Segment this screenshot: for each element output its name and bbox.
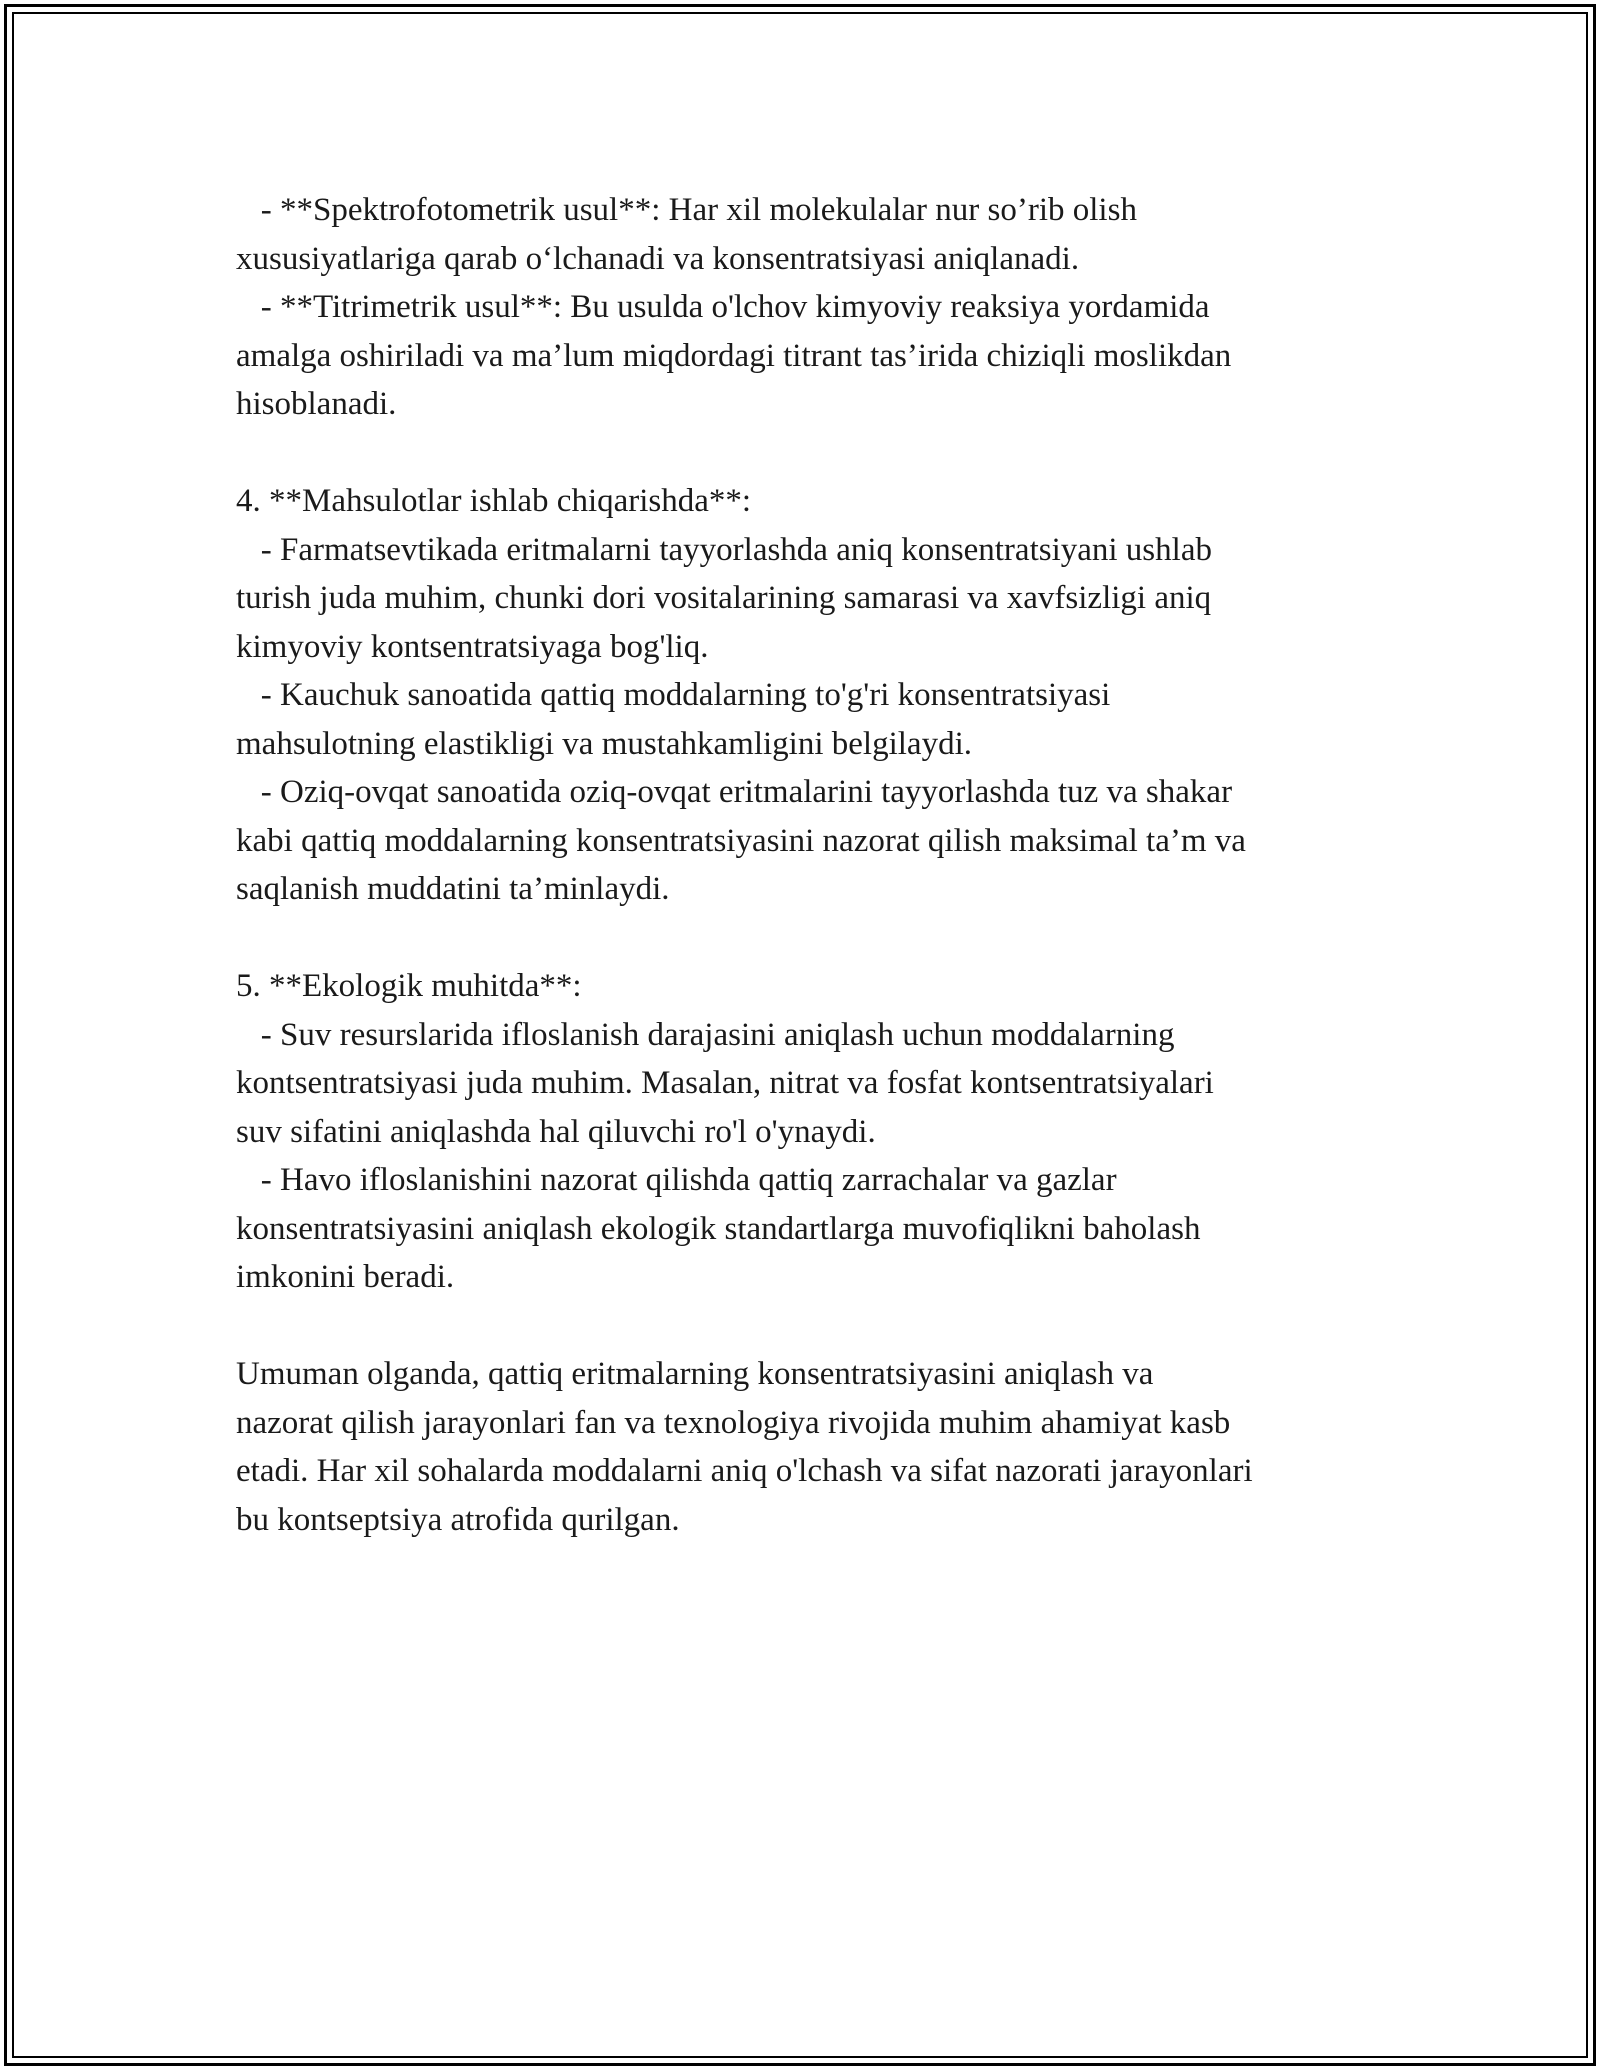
text-line: Umuman olganda, qattiq eritmalarning konsentratsiyasini aniqlash va — [236, 1356, 1154, 1392]
text-line: hisoblanadi. — [236, 386, 397, 422]
paragraph-conclusion — [236, 1350, 1396, 1544]
text-line: - Farmatsevtikada eritmalarni tayyorlashda aniq konsentratsiyani ushlab — [236, 531, 1212, 568]
paragraph-production — [236, 477, 1396, 914]
text-line: turish juda muhim, chunki dori vositalarining samarasi va xavfsizligi aniq — [236, 580, 1212, 616]
text-line: nazorat qilish jarayonlari fan va texnologiya rivojida muhim ahamiyat kasb — [236, 1404, 1231, 1441]
text-line: kabi qattiq moddalarning konsentratsiyasini nazorat qilish maksimal ta’m va — [236, 822, 1246, 859]
text-line: - **Titrimetrik usul**: Bu usulda o'lchov kimyoviy reaksiya yordamida — [236, 289, 1210, 325]
text-line: bu kontseptsiya atrofida qurilgan. — [236, 1501, 680, 1538]
text-line: etadi. Har xil sohalarda moddalarni aniq o'lchash va sifat nazorati jarayonlari — [236, 1453, 1253, 1489]
text-line: suv sifatini aniqlashda hal qiluvchi ro'l o'ynaydi. — [236, 1113, 876, 1150]
text-line: imkonini beradi. — [236, 1259, 455, 1295]
paragraph-spacer — [236, 429, 1396, 478]
text-line: kimyoviy kontsentratsiyaga bog'liq. — [236, 628, 709, 665]
text-line: xususiyatlariga qarab o‘lchanadi va konsentratsiyasi aniqlanadi. — [236, 240, 1080, 277]
text-line: - Havo ifloslanishini nazorat qilishda qattiq zarrachalar va gazlar — [236, 1162, 1117, 1198]
paragraph-spacer — [236, 1302, 1396, 1351]
text-line: saqlanish muddatini ta’minlaydi. — [236, 871, 670, 907]
text-line: - **Spektrofotometrik usul**: Har xil molekulalar nur so’rib olish — [236, 192, 1137, 228]
text-line: kontsentratsiyasi juda muhim. Masalan, nitrat va fosfat kontsentratsiyalari — [236, 1065, 1214, 1101]
text-line: - Oziq-ovqat sanoatida oziq-ovqat eritmalarini tayyorlashda tuz va shakar — [236, 774, 1233, 810]
document-body — [236, 186, 1396, 1544]
section-heading: 5. **Ekologik muhitda**: — [236, 968, 582, 1004]
paragraph-spacer — [236, 914, 1396, 963]
paragraph-ecology — [236, 962, 1396, 1302]
text-line: mahsulotning elastikligi va mustahkamligini belgilaydi. — [236, 725, 972, 762]
paragraph-measurement-methods — [236, 186, 1396, 429]
text-line: - Kauchuk sanoatida qattiq moddalarning to'g'ri konsentratsiyasi — [236, 677, 1111, 713]
text-line: konsentratsiyasini aniqlash ekologik standartlarga muvofiqlikni baholash — [236, 1210, 1201, 1247]
text-line: amalga oshiriladi va ma’lum miqdordagi titrant tas’irida chiziqli moslikdan — [236, 337, 1232, 374]
text-line: - Suv resurslarida ifloslanish darajasini aniqlash uchun moddalarning — [236, 1016, 1175, 1053]
section-heading: 4. **Mahsulotlar ishlab chiqarishda**: — [236, 483, 752, 519]
